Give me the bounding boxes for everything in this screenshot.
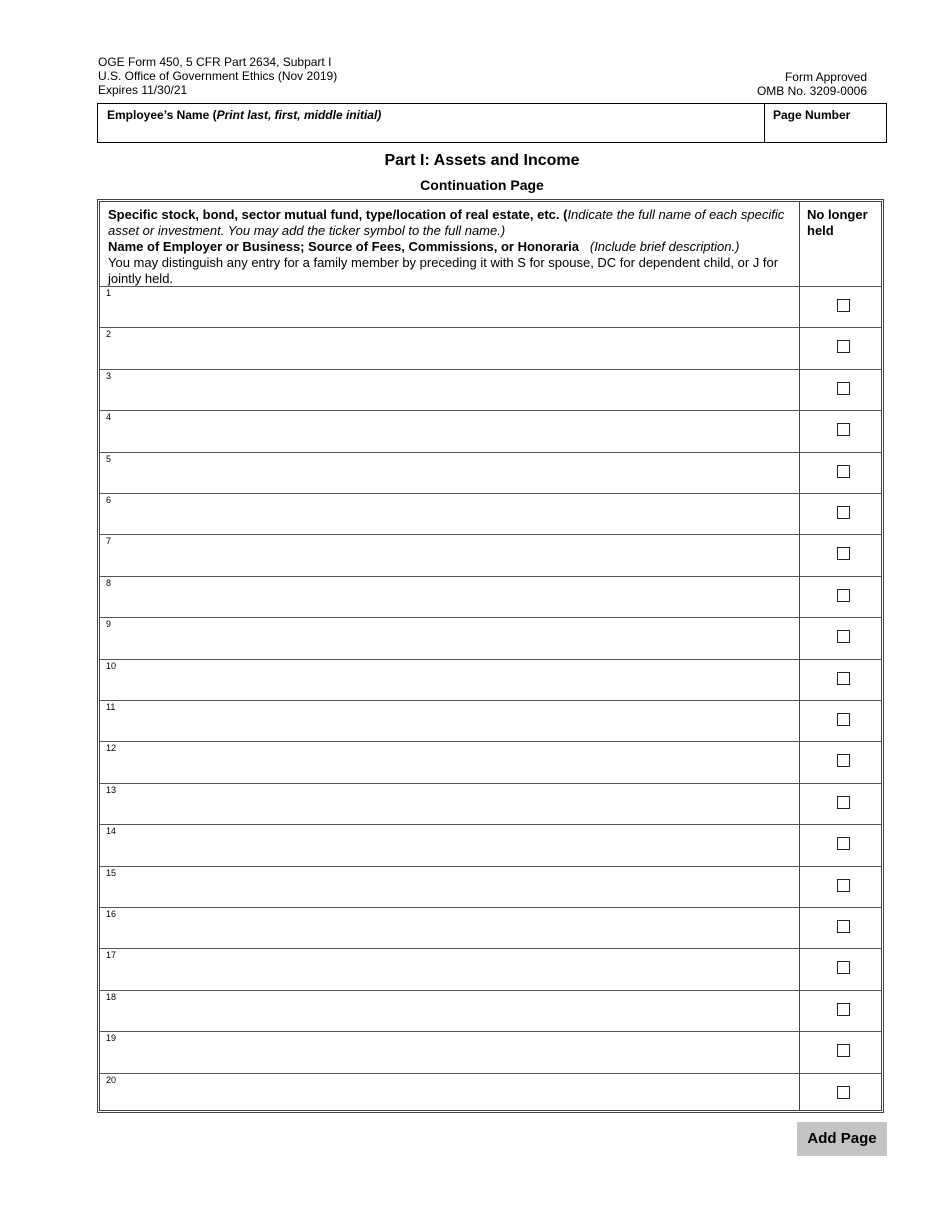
no-longer-held-checkbox[interactable]	[837, 961, 850, 974]
table-row[interactable]	[100, 700, 881, 742]
add-page-button[interactable]: Add Page	[797, 1122, 887, 1156]
table-row[interactable]	[100, 576, 881, 618]
table-row[interactable]	[100, 617, 881, 659]
table-row[interactable]	[100, 907, 881, 949]
table-row[interactable]	[100, 452, 881, 494]
omb-number-line: OMB No. 3209-0006	[756, 84, 867, 98]
no-longer-held-checkbox[interactable]	[837, 506, 850, 519]
row-number: 12	[106, 743, 117, 754]
row-number: 13	[106, 784, 117, 795]
row-number: 5	[106, 453, 112, 464]
no-longer-held-header: No longer held	[807, 207, 868, 238]
no-longer-held-checkbox[interactable]	[837, 837, 850, 850]
table-row[interactable]	[100, 741, 881, 783]
table-row[interactable]	[100, 948, 881, 990]
row-number: 16	[106, 909, 117, 919]
row-number: 7	[106, 536, 112, 547]
row-number: 3	[106, 370, 112, 381]
table-row[interactable]	[100, 659, 881, 701]
page-title: Part I: Assets and Income	[384, 152, 580, 169]
form-approved-line: Form Approved	[784, 70, 867, 84]
table-row[interactable]	[100, 369, 881, 411]
no-longer-held-checkbox[interactable]	[837, 879, 850, 892]
agency-line: U.S. Office of Government Ethics (Nov 2019)	[98, 69, 338, 83]
table-row[interactable]	[100, 410, 881, 452]
no-longer-held-checkbox[interactable]	[837, 713, 850, 726]
family-member-note: You may distinguish any entry for a family member by preceding it with S for spouse, DC for dependent child, or J for jointly held.	[108, 255, 779, 286]
table-row[interactable]	[100, 824, 881, 866]
table-row[interactable]	[100, 990, 881, 1032]
table-row[interactable]	[100, 866, 881, 908]
table-row[interactable]	[100, 286, 881, 328]
form-id-line: OGE Form 450, 5 CFR Part 2634, Subpart I	[98, 55, 332, 69]
form-header-right	[757, 70, 867, 98]
row-number: 1	[106, 288, 112, 298]
no-longer-held-checkbox[interactable]	[837, 1086, 850, 1099]
row-number: 17	[106, 950, 117, 961]
row-number: 9	[106, 619, 112, 630]
row-number: 20	[106, 1074, 117, 1085]
employee-name-label: Employee’s Name (Print last, first, middle initial)	[107, 108, 382, 122]
no-longer-held-checkbox[interactable]	[837, 672, 850, 685]
no-longer-held-checkbox[interactable]	[837, 340, 850, 353]
no-longer-held-checkbox[interactable]	[837, 382, 850, 395]
table-row[interactable]	[100, 534, 881, 576]
row-number: 18	[106, 991, 117, 1002]
no-longer-held-checkbox[interactable]	[837, 1003, 850, 1016]
row-number: 6	[106, 495, 112, 505]
no-longer-held-checkbox[interactable]	[837, 547, 850, 560]
row-number: 11	[106, 702, 116, 712]
row-number: 8	[106, 577, 112, 588]
table-row[interactable]	[100, 493, 881, 535]
employee-name-field[interactable]	[98, 104, 765, 142]
no-longer-held-checkbox[interactable]	[837, 465, 850, 478]
form-header-left	[98, 55, 337, 97]
expiration-line: Expires 11/30/21	[98, 83, 188, 97]
table-row[interactable]	[100, 1031, 881, 1073]
no-longer-held-checkbox[interactable]	[837, 1044, 850, 1057]
row-number: 19	[106, 1033, 117, 1044]
row-number: 4	[106, 412, 112, 423]
page-subtitle: Continuation Page	[420, 177, 544, 193]
row-number: 14	[106, 826, 117, 837]
table-row[interactable]	[100, 783, 881, 825]
no-longer-held-checkbox[interactable]	[837, 589, 850, 602]
row-number: 10	[106, 660, 117, 671]
row-number: 2	[106, 329, 112, 340]
no-longer-held-checkbox[interactable]	[837, 630, 850, 643]
no-longer-held-checkbox[interactable]	[837, 423, 850, 436]
no-longer-held-checkbox[interactable]	[837, 920, 850, 933]
table-instructions: Specific stock, bond, sector mutual fund, type/location of real estate, etc. (Indicate the full name of each specific asset or investment. You may add the ticker symbol to the full name.) Name of Employer or Business; Source of Fees, Commissions, or Honoraria (Include brief description.) You may distinguish any entry for a family member by preceding it with S for spouse, DC for dependent child, or J for jointly held.	[108, 207, 794, 287]
page-number-label: Page Number	[773, 108, 851, 122]
table-row[interactable]	[100, 1073, 881, 1115]
table-row[interactable]	[100, 327, 881, 369]
no-longer-held-checkbox[interactable]	[837, 796, 850, 809]
row-number: 15	[106, 867, 117, 878]
no-longer-held-checkbox[interactable]	[837, 299, 850, 312]
employee-info-box	[97, 103, 887, 143]
no-longer-held-checkbox[interactable]	[837, 754, 850, 767]
assets-income-table	[97, 199, 884, 1113]
